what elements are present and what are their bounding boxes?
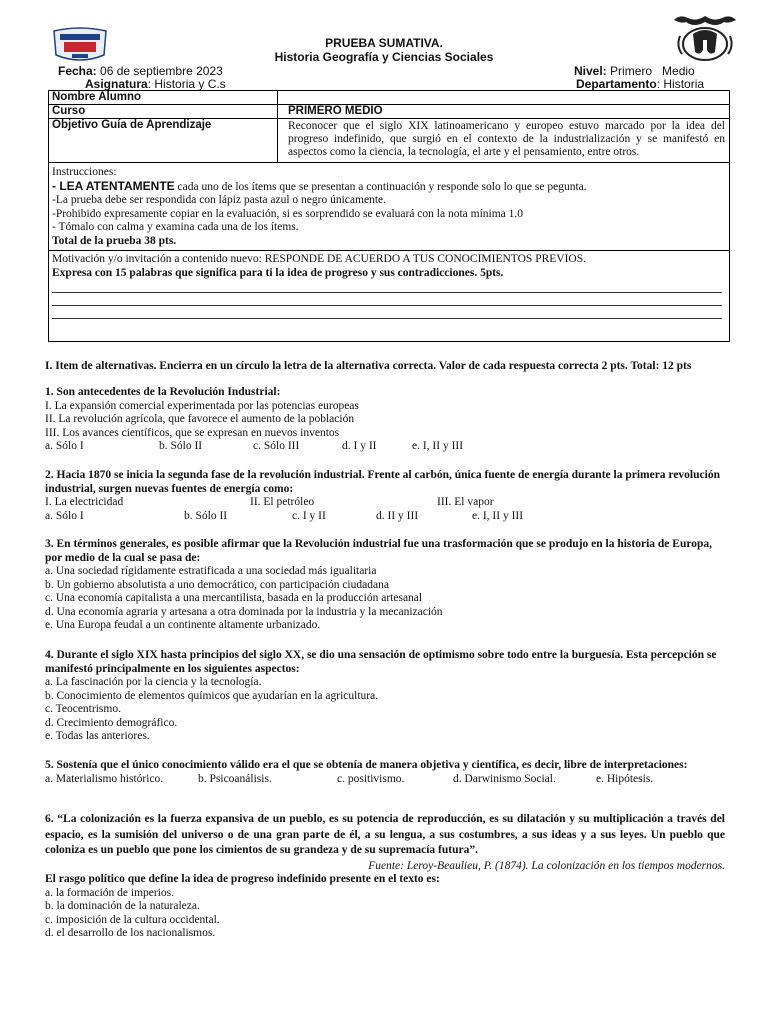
- instruction-4: - Tómalo con calma y examina cada una de los ítems.: [52, 221, 299, 233]
- question-2-option-a[interactable]: a. Sólo I: [45, 510, 84, 522]
- instruction-1-bold: - LEA ATENTAMENTE: [52, 178, 175, 193]
- objetivo-value: Reconocer que el siglo XIX latinoamericano y europeo estuvo marcado por la idea del progreso indefinido, que surgió en el contexto de la industrialización y se manifestó en aspectos como la ciencia, la tecnología, el arte y el pensamiento, entre otros.: [278, 119, 730, 163]
- motivacion-cell: [49, 251, 730, 342]
- table-row: [49, 119, 730, 163]
- student-info-table: [48, 90, 730, 342]
- answer-line-2[interactable]: [52, 293, 722, 306]
- asignatura-label: Asignatura: [85, 77, 148, 91]
- question-1-stem: 1. Son antecedentes de la Revolución Industrial:: [45, 386, 281, 398]
- curso-value: PRIMERO MEDIO: [278, 105, 730, 119]
- question-5: [45, 759, 725, 787]
- fecha-line: [58, 64, 223, 78]
- nivel-line: [574, 64, 695, 78]
- question-3-option-b[interactable]: b. Un gobierno absolutista a uno democrático, con participación ciudadana: [45, 578, 389, 591]
- question-5-option-e[interactable]: e. Hipótesis.: [596, 772, 654, 785]
- departamento-value: : Historia: [656, 77, 705, 91]
- fecha-value: 06 de septiembre 2023: [100, 64, 223, 78]
- question-1-item-1: I. La expansión comercial experimentada por las potencias europeas: [45, 399, 359, 412]
- question-4-option-e[interactable]: e. Todas las anteriores.: [45, 730, 150, 742]
- question-2-stem: 2. Hacia 1870 se inicia la segunda fase de la revolución industrial. Frente al carbón, única fuente de energía durante la primera revolución industrial, surgen nuevas fuentes de energía como:: [45, 469, 720, 495]
- nombre-alumno-field[interactable]: [278, 91, 730, 105]
- question-4: [45, 649, 725, 744]
- question-5-option-d[interactable]: d. Darwinismo Social.: [453, 772, 556, 785]
- question-1-option-d[interactable]: d. I y II: [342, 440, 377, 452]
- question-2-option-b[interactable]: b. Sólo II: [184, 510, 228, 522]
- table-row: [49, 91, 730, 105]
- instructions-title: Instrucciones:: [52, 166, 117, 178]
- question-4-option-b[interactable]: b. Conocimiento de elementos químicos que ayudarían en la agricultura.: [45, 689, 379, 702]
- question-2-option-d[interactable]: d. II y III: [376, 510, 419, 522]
- table-row: [49, 105, 730, 119]
- question-4-option-c[interactable]: c. Teocentrismo.: [45, 703, 121, 715]
- question-6-option-a[interactable]: a. la formación de imperios.: [45, 886, 175, 899]
- fecha-label: Fecha:: [58, 64, 97, 78]
- curso-label: Curso: [49, 105, 278, 119]
- question-6-stem: El rasgo político que define la idea de progreso indefinido presente en el texto es:: [45, 873, 440, 885]
- question-2-item-1: I. La electricidad: [45, 496, 124, 508]
- question-3-option-c[interactable]: c. Una economía capitalista a una mercantilista, basada en la producción artesanal: [45, 592, 423, 604]
- answer-line-1[interactable]: [52, 280, 722, 293]
- question-2-options: [45, 510, 725, 524]
- question-6-source: Fuente: Leroy-Beaulieu, P. (1874). La colonización en los tiempos modernos.: [368, 859, 725, 872]
- question-4-option-d[interactable]: d. Crecimiento demográfico.: [45, 716, 178, 729]
- question-2-items: [45, 496, 725, 510]
- question-1-item-2: II. La revolución agrícola, que favorece el aumento de la población: [45, 413, 355, 425]
- question-3-option-d[interactable]: d. Una economía agraria y artesana a otra dominada por la industria y la mecanización: [45, 605, 443, 618]
- question-6-quote: 6. “La colonización es la fuerza expansiva de un pueblo, es su potencia de reproducción, es su dilatación y su multiplicación a través del espacio, es la sumisión del universo o de una gran parte de él, a su lengua, a sus costumbres, a sus ideas y a sus leyes. Un pueblo que coloniza es un pueblo que pone los cimientos de su grandeza y de su supremacía futura”.: [45, 813, 725, 856]
- question-5-stem: 5. Sostenía que el único conocimiento válido era el que se obtenía de manera objetiva y científica, es decir, libre de interpretaciones:: [45, 759, 688, 771]
- instruction-1-text: cada uno de los ítems que se presentan a continuación y responde solo lo que se pegunta.: [174, 180, 587, 193]
- nombre-alumno-label: Nombre Alumno: [49, 91, 278, 105]
- table-row: [49, 163, 730, 251]
- instruction-2: -La prueba debe ser respondida con lápiz pasta azul o negro únicamente.: [52, 194, 386, 206]
- motivacion-text: Motivación y/o invitación a contenido nuevo: RESPONDE DE ACUERDO A TUS CONOCIMIENTOS PREVIOS.: [52, 253, 587, 265]
- question-3-stem: 3. En términos generales, es posible afirmar que la Revolución industrial fue una trasformación que se produjo en la historia de Europa, por medio de la cual se pasa de:: [45, 538, 713, 564]
- question-1-option-e[interactable]: e. I, II y III: [412, 440, 464, 452]
- question-1-option-b[interactable]: b. Sólo II: [159, 440, 203, 452]
- question-1-option-c[interactable]: c. Sólo III: [253, 440, 300, 452]
- question-2: [45, 469, 725, 524]
- question-6-option-c[interactable]: c. imposición de la cultura occidental.: [45, 913, 220, 926]
- question-5-options: [45, 773, 725, 787]
- question-2-item-2: II. El petróleo: [250, 496, 315, 508]
- answer-line-3[interactable]: [52, 306, 722, 319]
- asignatura-line: [85, 77, 226, 91]
- question-1: [45, 386, 725, 454]
- exam-subtitle: Historia Geografía y Ciencias Sociales: [274, 50, 494, 64]
- question-1-item-3: III. Los avances científicos, que se expresan en nuevos inventos: [45, 426, 340, 439]
- nivel-label: Nivel:: [574, 64, 607, 78]
- section-1-title: I. Item de alternativas. Encierra en un círculo la letra de la alternativa correcta. Valor de cada respuesta correcta 2 pts. Total: 12 pts: [45, 360, 692, 372]
- question-1-option-a[interactable]: a. Sólo I: [45, 440, 84, 452]
- exam-title: PRUEBA SUMATIVA.: [325, 36, 443, 50]
- question-5-option-c[interactable]: c. positivismo.: [337, 772, 405, 785]
- question-5-option-b[interactable]: b. Psicoanálisis.: [198, 772, 272, 785]
- question-2-item-3: III. El vapor: [437, 496, 494, 508]
- nivel-value: Primero Medio: [610, 64, 695, 78]
- instruction-total: Total de la prueba 38 pts.: [52, 234, 177, 247]
- objetivo-label: Objetivo Guía de Aprendizaje: [49, 119, 278, 163]
- question-3: [45, 538, 725, 633]
- question-5-option-a[interactable]: a. Materialismo histórico.: [45, 772, 164, 785]
- question-4-stem: 4. Durante el siglo XIX hasta principios del siglo XX, se dio una sensación de optimismo sobre todo entre la burguesía. Esta percepción se manifestó principalmente en los siguientes aspectos:: [45, 649, 717, 675]
- question-1-options: [45, 440, 725, 454]
- instructions-cell: [49, 163, 730, 251]
- question-2-option-e[interactable]: e. I, II y III: [472, 510, 524, 522]
- departamento-line: [576, 77, 704, 91]
- section-1: [45, 360, 725, 374]
- question-3-option-e[interactable]: e. Una Europa feudal a un continente altamente urbanizado.: [45, 619, 321, 631]
- question-6: [45, 812, 725, 941]
- departamento-label: Departamento: [576, 77, 657, 91]
- asignatura-value: : Historia y C.s: [147, 77, 226, 91]
- question-6-option-b[interactable]: b. la dominación de la naturaleza.: [45, 900, 200, 912]
- question-2-option-c[interactable]: c. I y II: [292, 510, 326, 522]
- expresa-prompt: Expresa con 15 palabras que significa para ti la idea de progreso y sus contradicciones. 5pts.: [52, 266, 504, 279]
- instruction-1: [52, 180, 726, 195]
- question-6-option-d[interactable]: d. el desarrollo de los nacionalismos.: [45, 927, 216, 939]
- question-3-option-a[interactable]: a. Una sociedad rígidamente estratificada a una sociedad más igualitaria: [45, 565, 377, 577]
- instruction-3: -Prohibido expresamente copiar en la evaluación, si es sorprendido se evaluará con la nota mínima 1.0: [52, 207, 524, 220]
- question-4-option-a[interactable]: a. La fascinación por la ciencia y la tecnología.: [45, 676, 262, 688]
- table-row: [49, 251, 730, 342]
